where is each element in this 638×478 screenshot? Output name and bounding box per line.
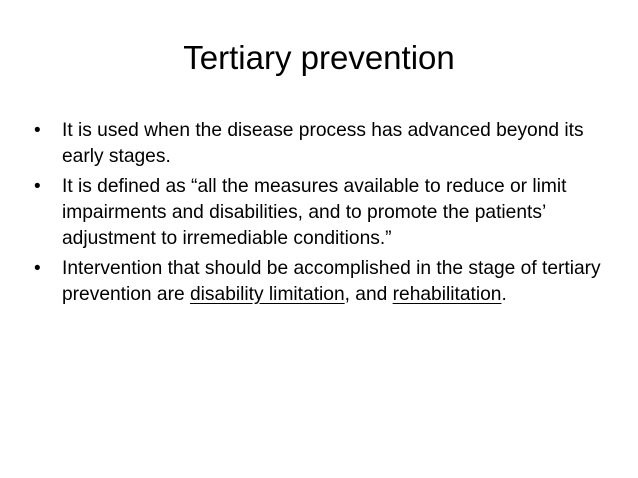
bullet-list <box>32 118 612 312</box>
bullet-text-3-between: , and <box>344 284 393 305</box>
disability-limitation-term: disability limitation <box>190 284 345 305</box>
slide-title: Tertiary prevention <box>183 39 455 76</box>
bullet-item-2 <box>32 174 612 252</box>
bullet-item-3 <box>32 256 612 308</box>
bullet-icon: • <box>34 176 41 197</box>
bullet-item-1 <box>32 118 612 170</box>
bullet-text-2: It is defined as “all the measures available to reduce or limit impairments and disabilities, and to promote the patients’ adjustment to irremediable conditions.” <box>62 176 567 249</box>
bullet-text-1: It is used when the disease process has advanced beyond its early stages. <box>62 120 584 167</box>
bullet-icon: • <box>34 258 41 279</box>
bullet-icon: • <box>34 120 41 141</box>
bullet-text-3-after: . <box>501 284 507 305</box>
rehabilitation-term: rehabilitation <box>392 284 502 305</box>
bullet-text-3-before: Intervention that should be accomplished in the stage of tertiary prevention are <box>62 258 601 305</box>
